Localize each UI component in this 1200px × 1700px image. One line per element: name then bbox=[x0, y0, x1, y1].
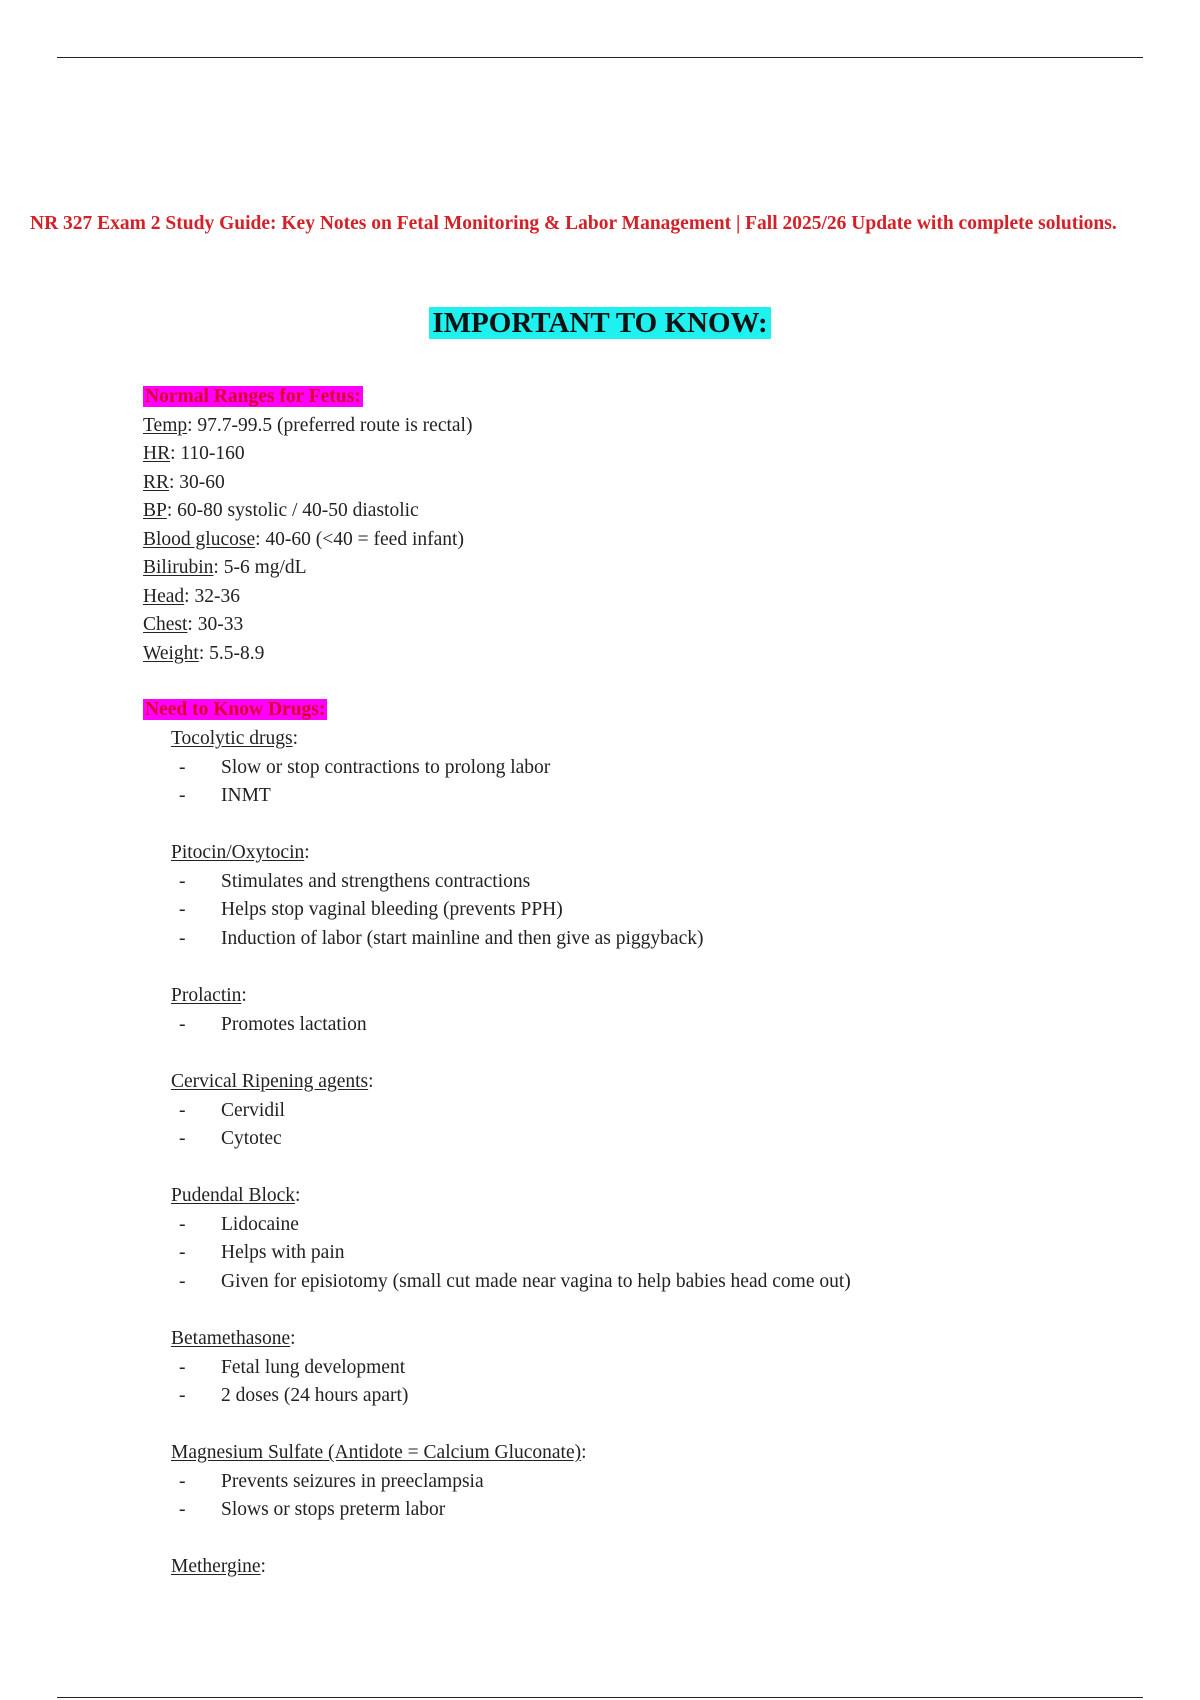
list-item: - Helps stop vaginal bleeding (prevents PPH) bbox=[179, 899, 563, 920]
range-item: HR: 110-160 bbox=[143, 443, 245, 464]
important-heading bbox=[0, 305, 1200, 341]
list-item: - Given for episiotomy (small cut made near vagina to help babies head come out) bbox=[179, 1270, 851, 1292]
list-item: - Cervidil bbox=[179, 1099, 285, 1121]
range-item: BP: 60-80 systolic / 40-50 diastolic bbox=[143, 500, 419, 521]
list-item: - INMT bbox=[179, 785, 271, 806]
drug-group-tocolytic: Tocolytic drugs: - Slow or stop contractions to prolong labor - INMT bbox=[171, 725, 550, 811]
drug-group-methergine: Methergine: bbox=[171, 1556, 266, 1577]
list-item: - Prevents seizures in preeclampsia bbox=[179, 1470, 484, 1492]
drug-group-prolactin: Prolactin: - Promotes lactation bbox=[171, 982, 367, 1039]
normal-ranges-section bbox=[143, 383, 472, 668]
range-item: Weight: 5.5-8.9 bbox=[143, 642, 265, 664]
drug-group-pudendal-block: Pudendal Block: - Lidocaine - Helps with pain - Given for episiotomy (small cut made near vagina to help babies head come out) bbox=[171, 1182, 851, 1296]
drug-group-cervical-ripening: Cervical Ripening agents: - Cervidil - Cytotec bbox=[171, 1068, 374, 1154]
drugs-heading: Need to Know Drugs: bbox=[145, 699, 326, 720]
range-item: Bilirubin: 5-6 mg/dL bbox=[143, 557, 307, 578]
list-item: - Fetal lung development bbox=[179, 1356, 406, 1378]
list-item: - Lidocaine bbox=[179, 1213, 299, 1235]
drug-group-magnesium-sulfate: Magnesium Sulfate (Antidote = Calcium Gluconate): - Prevents seizures in preeclampsia - Slows or stops preterm labor bbox=[171, 1439, 587, 1525]
list-item: - Induction of labor (start mainline and then give as piggyback) bbox=[179, 927, 704, 949]
document-title: NR 327 Exam 2 Study Guide: Key Notes on Fetal Monitoring & Labor Management | Fall 2025/26 Update with complete solutions. bbox=[30, 213, 1117, 234]
range-item: Head: 32-36 bbox=[143, 585, 240, 607]
list-item: - 2 doses (24 hours apart) bbox=[179, 1385, 409, 1406]
range-item: Blood glucose: 40-60 (<40 = feed infant) bbox=[143, 528, 464, 550]
normal-ranges-heading: Normal Ranges for Fetus: bbox=[145, 386, 361, 407]
important-heading-text: IMPORTANT TO KNOW: bbox=[429, 307, 770, 339]
list-item: - Helps with pain bbox=[179, 1242, 345, 1263]
list-item: - Slows or stops preterm labor bbox=[179, 1499, 446, 1520]
range-item: Temp: 97.7-99.5 (preferred route is rectal) bbox=[143, 414, 473, 436]
list-item: - Cytotec bbox=[179, 1128, 282, 1149]
range-item: RR: 30-60 bbox=[143, 471, 225, 493]
drug-group-betamethasone: Betamethasone: - Fetal lung development - 2 doses (24 hours apart) bbox=[171, 1325, 408, 1411]
list-item: - Slow or stop contractions to prolong labor bbox=[179, 756, 551, 778]
drug-group-pitocin: Pitocin/Oxytocin: - Stimulates and strengthens contractions - Helps stop vaginal bleeding (prevents PPH) - Induction of labor (start mainline and then give as piggyback) bbox=[171, 839, 703, 953]
top-rule bbox=[57, 57, 1143, 58]
range-item: Chest: 30-33 bbox=[143, 614, 244, 635]
bottom-rule bbox=[57, 1697, 1143, 1698]
list-item: - Stimulates and strengthens contractions bbox=[179, 870, 531, 892]
list-item: - Promotes lactation bbox=[179, 1013, 367, 1035]
